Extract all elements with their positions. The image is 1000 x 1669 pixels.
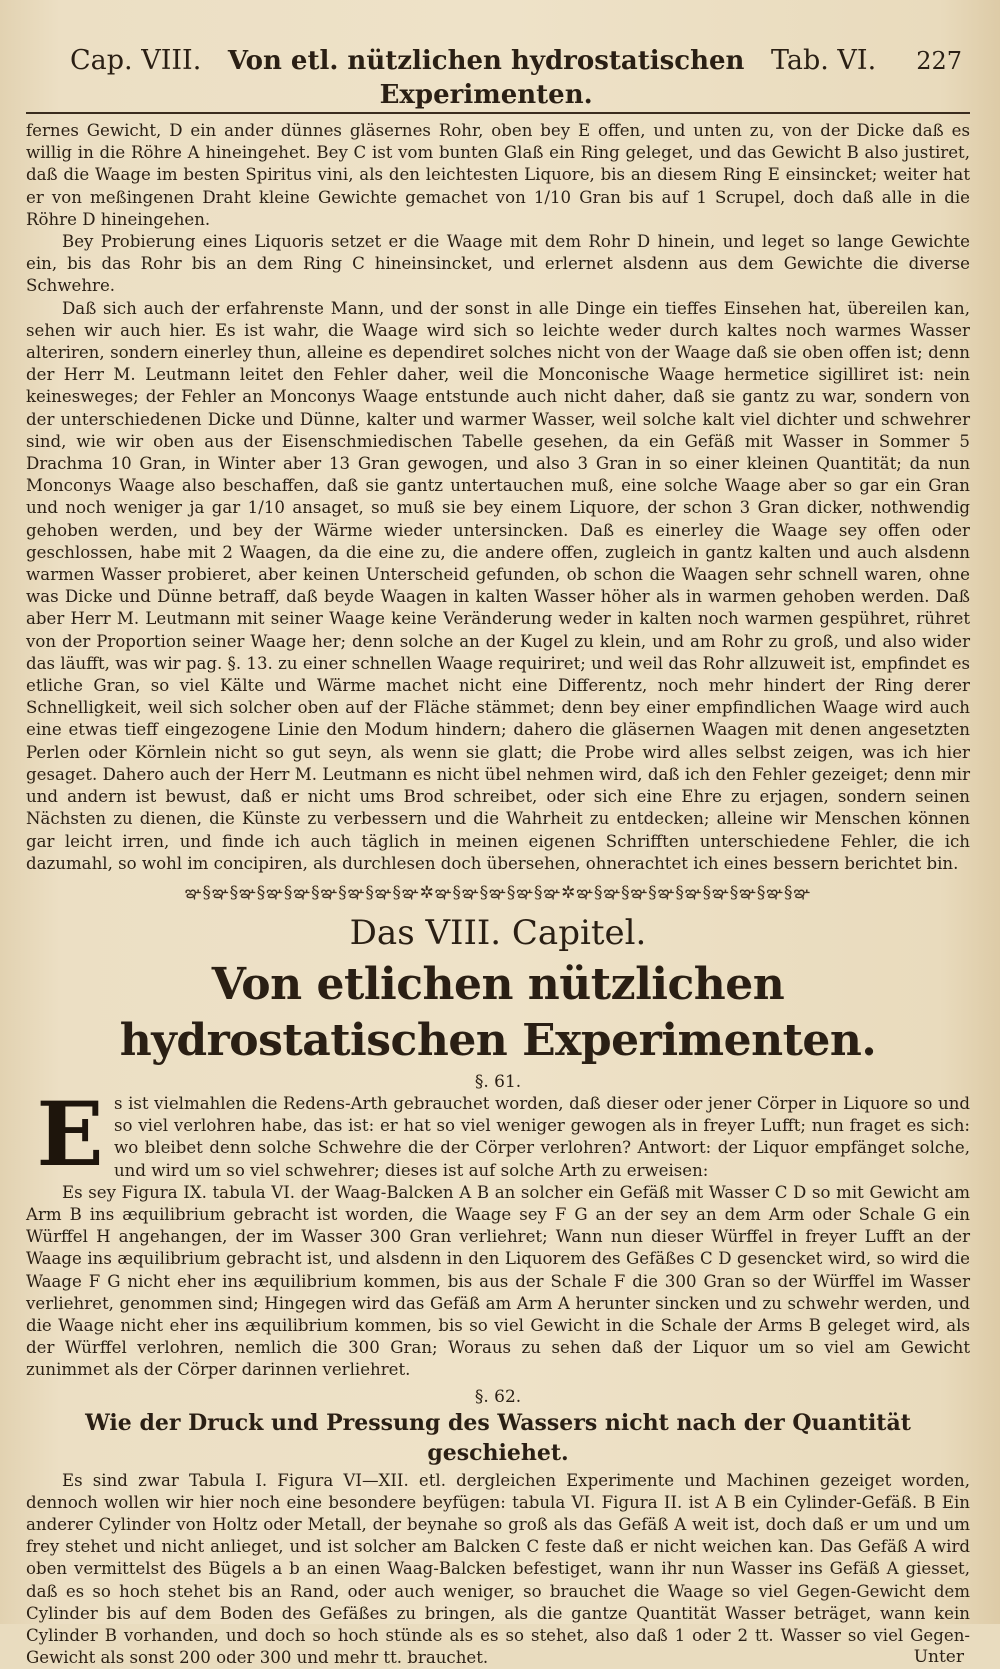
running-head-title: Von etl. nützlichen hydrostatischen Experimenten. — [227, 46, 745, 110]
paragraph: Bey Probierung eines Liquoris setzet er die Waage mit dem Rohr D hinein, und leget so lange Gewichte ein, bis das Rohr bis an dem Ring C hineinsincket, und erlernet alsdenn aus dem Gewichte die diverse Schwehre. — [26, 232, 970, 296]
ornamental-divider: ఞ§ఞ§ఞ§ఞ§ఞ§ఞ§ఞ§ఞ§ఞ✲ఞ§ఞ§ఞ§ఞ§ఞ✲ఞ§ఞ§ఞ§ఞ§ఞ§ఞ§ఞ§ఞ§ఞ — [184, 882, 812, 903]
running-head-table: Tab. VI. — [770, 45, 877, 76]
paragraph: Es sey Figura IX. tabula VI. der Waag-Balcken A B an solcher ein Gefäß mit Wasser C D so mit Gewicht am Arm B ins æquilibrium gebracht ist worden, die Waage sey F G an der sey an dem Arm oder Schale G ein Würffel H angehangen, der im Wasser 300 Gran verliehret; Wann nun dieser Würffel in freyer Lufft an der Waage ins æquilibrium gebracht ist, und alsdenn in den Liquorem des Gefäßes C D gesencket wird, so wird die Waage F G nicht eher ins æquilibrium kommen, bis aus der Schale F die 300 Gran so der Würffel im Wasser verliehret, genommen sind; Hingegen wird das Gefäß am Arm A herunter sincken und zu schwehr werden, und die Waage nicht eher ins æquilibrium kommen, bis so viel Gewicht in die Schale der Arms B geleget wird, als der Würffel verlohren, nemlich die 300 Gran; Woraus zu sehen daß der Liquor um so viel am Gewicht zunimmet als der Cörper darinnen verliehret. — [26, 1182, 970, 1380]
paragraph: Es sind zwar Tabula I. Figura VI—XII. etl. dergleichen Experimente und Machinen gezeiget worden, dennoch wollen wir hier noch eine besondere beyfügen: tabula VI. Figura II. ist A B ein Cylinder-Gefäß. B Ein anderer Cylinder von Holtz oder Metall, der beynahe so groß als das Gefäß A weit ist, doch daß er um und um frey stehet und nicht anlieget, und ist solcher am Balcken C feste daß er nicht weichen kan. Das Gefäß A wird oben vermittelst des Bügels a b an einen Waag-Balcken befestiget, wann ihr nun Wasser ins Gefäß A giesset, daß es so hoch stehet bis an Rand, oder auch weniger, so brauchet die Waage so viel Gegen-Gewicht dem Cylinder bis auf dem Boden des Gefäßes zu bringen, als die gantze Quantität Wasser beträget, wann kein Cylinder B vorhanden, und doch so hoch stünde als es so stehet, also daß 1 oder 2 tt. Wasser so viel Gegen-Gewicht als sonst 200 oder 300 und mehr tt. brauchet. — [26, 1470, 970, 1668]
body-text — [26, 120, 970, 875]
running-head-chapter: Cap. VIII. — [70, 45, 202, 76]
section-mark-61: §. 61. — [474, 1071, 522, 1092]
paragraph: fernes Gewicht, D ein ander dünnes gläsernes Rohr, oben bey E offen, und unten zu, von der Dicke daß es willig in die Röhre A hineingehet. Bey C ist vom bunten Glaß ein Ring geleget, und das Gewicht B also justiret, daß die Waage im besten Spiritus vini, als den leichtesten Liquore, bis an diesem Ring E einsincket; weiter hat er von meßingenen Draht kleine Gewichte gemachet von 1/10 Gran bis auf 1 Scrupel, doch daß alle in die Röhre D hineingehen. — [26, 121, 970, 229]
drop-cap: E — [36, 1081, 104, 1186]
chapter-title: Von etlichen nützlichen hydrostatischen Experimenten. — [119, 958, 877, 1066]
paragraph: s ist vielmahlen die Redens-Arth gebrauchet worden, daß dieser oder jener Cörper in Liquore so und so viel verlohren habe, das ist: er hat so viel weniger gewogen als in freyer Lufft; nun fraget es sich: wo bleibet denn solche Schwehre die der Cörper verlohren? Antwort: der Liquor empfänget solche, und wird um so viel schwehrer; dieses ist auf solche Arth zu erweisen: — [114, 1093, 970, 1180]
paragraph: Daß sich auch der erfahrenste Mann, und der sonst in alle Dinge ein tieffes Einsehen hat, übereilen kan, sehen wir auch hier. Es ist wahr, die Waage wird sich so leichte weder durch kaltes noch warmes Wasser alteriren, sondern einerley thun, alleine es dependiret solches nicht von der Waage daß sie oben offen ist; denn der Herr M. Leutmann leitet den Fehler daher, weil die Monconische Waage hermetice sigilliret ist: nein keinesweges; der Fehler an Monconys Waage entstunde auch nicht daher, daß sie gantz zu war, sondern von der unterschiedenen Dicke und Dünne, kalter und warmer Wasser, weil solche kalt viel dichter und schwehrer sind, wie wir oben aus der Eisenschmiedischen Tabelle gesehen, da ein Gefäß mit Wasser in Sommer 5 Drachma 10 Gran, in Winter aber 13 Gran gewogen, und also 3 Gran in so einer kleinen Quantität; da nun Monconys Waage also beschaffen, daß sie gantz untertauchen muß, eine solche Waage aber so gar ein Gran und noch weniger ja gar 1/10 ansaget, so muß sie bey einem Liquore, der schon 3 Gran dicker, nothwendig gehoben werden, und bey der Wärme wieder untersincken. Daß es einerley die Waage sey offen oder geschlossen, habe mit 2 Waagen, da die eine zu, die andere offen, zugleich in gantz kalten und auch alsdenn warmen Wasser probieret, aber keinen Unterscheid gefunden, ob schon die Waagen sehr schnell waren, ohne was Dicke und Dünne betraff, daß beyde Waagen in kalten Wasser höher als in warmen gehoben werden. Daß aber Herr M. Leutmann mit seiner Waage keine Veränderung weder in kalten noch warmen gespühret, rühret von der Proportion seiner Waage her; denn solche an der Kugel zu klein, und am Rohr zu groß, und also wider das läufft, was wir pag. §. 13. zu einer schnellen Waage requiriret; und weil das Rohr allzuweit ist, empfindet es etliche Gran, so viel Kälte und Wärme machet nicht eine Differentz, noch mehr hindert der Ring derer Schnelligkeit, weil sich solcher oben auf der Fläche stämmet; denn bey einer empfindlichen Waage wird auch eine etwas tieff eingezogene Linie den Modum hindern; dahero die gläsernen Waagen mit denen angesetzten Perlen oder Körnlein nicht so gut seyn, als wenn sie glatt; die Probe wird alles selbst zeigen, was ich hier gesaget. Dahero auch der Herr M. Leutmann es nicht übel nehmen wird, daß ich den Fehler gezeiget; denn mir und andern ist bewust, daß er nicht ums Brod schreibet, oder sich eine Ehre zu erjagen, sondern seinen Nächsten zu dienen, die Künste zu verbessern und die Wahrheit zu entdecken; alleine wir Menschen können gar leicht irren, und finde ich auch täglich in meinen eigenen Schrifften unterschiedene Fehler, die ich dazumahl, so wohl im concipiren, als durchlesen doch übersehen, ohnerachtet ich eines bessern berichtet bin. — [26, 298, 970, 873]
running-head — [26, 44, 970, 114]
section-62 — [26, 1470, 970, 1669]
section-heading: Wie der Druck und Pressung des Wassers nicht nach der Quantität geschiehet. — [85, 1409, 911, 1466]
section-mark-62: §. 62. — [474, 1386, 522, 1407]
page-number: 227 — [916, 47, 962, 75]
catchword: Unter — [913, 1647, 964, 1668]
chapter-label: Das VIII. Capitel. — [349, 912, 647, 953]
